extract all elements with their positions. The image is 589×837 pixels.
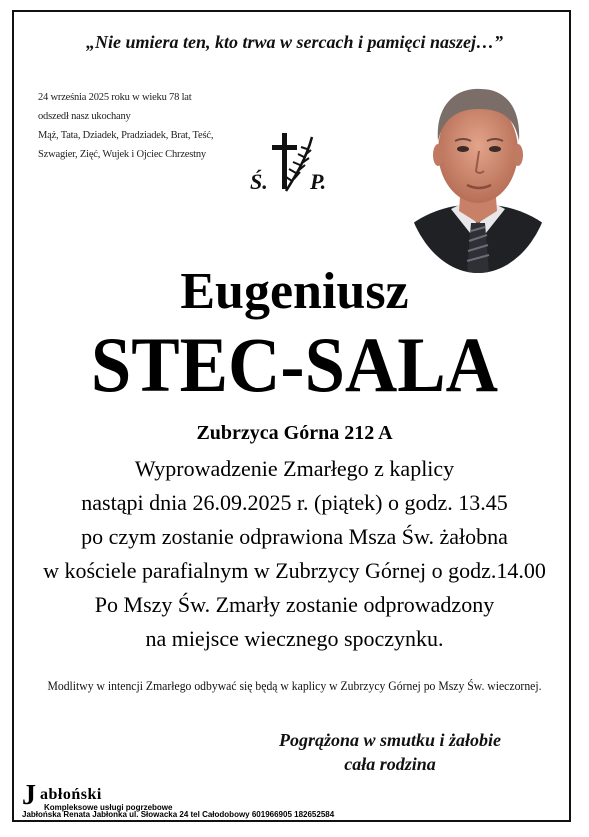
intro-line: 24 września 2025 roku w wieku 78 lat	[38, 92, 192, 103]
mourners-line: Pogrążona w smutku i żałobie	[278, 730, 502, 750]
surname: STEC-SALA	[90, 321, 499, 408]
symbol-right-letter: P.	[310, 169, 327, 194]
intro-line: odszedł nasz ukochany	[38, 111, 131, 122]
logo-subtitle: Kompleksowe usługi pogrzebowe	[44, 803, 173, 812]
funeral-line: po czym zostanie odprawiona Msza Św. żałobna	[81, 524, 508, 549]
symbol-left-letter: Ś.	[250, 169, 268, 194]
intro-line: Mąż, Tata, Dziadek, Pradziadek, Brat, Teść,	[38, 130, 214, 141]
first-name: Eugeniusz	[180, 263, 409, 320]
address: Zubrzyca Górna 212 A	[196, 422, 393, 444]
funeral-line: w kościele parafialnym w Zubrzycy Górnej o godz.14.00	[43, 558, 546, 583]
mourners-signature	[250, 728, 530, 776]
funeral-line: Wyprowadzenie Zmarłego z kaplicy	[134, 456, 455, 481]
intro-text	[38, 88, 228, 164]
cross-with-palm-icon	[248, 125, 338, 205]
funeral-details	[0, 452, 589, 656]
undertaker-logo	[22, 780, 442, 812]
logo-initial: J	[22, 780, 36, 811]
motto: „Nie umiera ten, kto trwa w sercach i pamięci naszej…”	[86, 32, 503, 52]
funeral-line: nastąpi dnia 26.09.2025 r. (piątek) o godz. 13.45	[81, 490, 508, 515]
sp-symbol	[248, 125, 338, 205]
mourners-line: cała rodzina	[344, 754, 436, 774]
funeral-line: Po Mszy Św. Zmarły zostanie odprowadzony	[94, 592, 495, 617]
undertaker-footer	[22, 780, 442, 819]
logo-name: abłoński	[40, 786, 102, 803]
funeral-line: na miejsce wiecznego spoczynku.	[145, 626, 444, 651]
intro-line: Szwagier, Zięć, Wujek i Ojciec Chrzestny	[38, 149, 206, 160]
prayers-note: Modlitwy w intencji Zmarłego odbywać się będą w kaplicy w Zubrzycy Górnej po Mszy Św. wieczornej.	[47, 678, 542, 693]
undertaker-contact: Jabłońska Renata Jabłonka ul. Słowacka 24 tel Całodobowy 601966905 182652584	[22, 810, 335, 819]
portrait-photo	[403, 63, 553, 273]
